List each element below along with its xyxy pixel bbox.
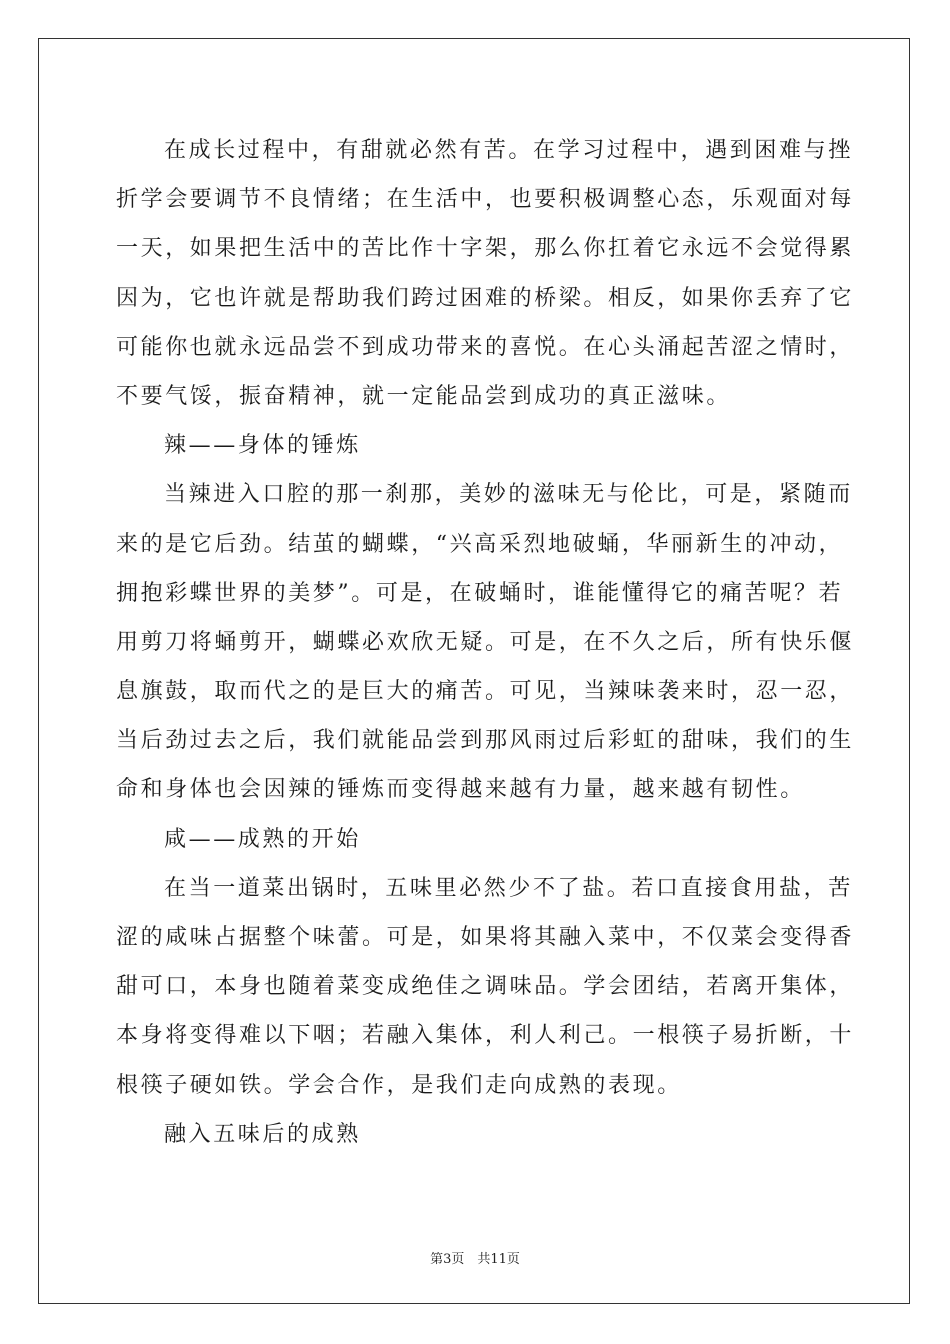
text-line: 可能你也就永远品尝不到成功带来的喜悦。在心头涌起苦涩之情时，: [116, 334, 855, 360]
text-line: 不要气馁，振奋精神，就一定能品尝到成功的真正滋味。: [116, 383, 732, 409]
page-number-footer: 第3页 共11页: [430, 1252, 520, 1267]
text-line: 当后劲过去之后，我们就能品尝到那风雨过后彩虹的甜味，我们的生: [116, 728, 855, 754]
text-line: 涩的咸味占据整个味蕾。可是，如果将其融入菜中，不仅菜会变得香: [116, 925, 855, 950]
text-line: 在成长过程中，有甜就必然有苦。在学习过程中，遇到困难与挫: [164, 138, 853, 163]
section-heading: 咸——成熟的开始: [164, 826, 361, 852]
text-line: 当辣进入口腔的那一刹那，美妙的滋味无与伦比，可是，紧随而: [164, 482, 853, 508]
section-heading: 辣——身体的锤炼: [164, 433, 361, 459]
section-heading: 融入五味后的成熟: [164, 1121, 361, 1147]
text-line: 在当一道菜出锅时，五味里必然少不了盐。若口直接食用盐，苦: [164, 875, 853, 901]
text-line: 因为，它也许就是帮助我们跨过困难的桥梁。相反，如果你丢弃了它: [116, 285, 855, 311]
text-line: 息旗鼓，取而代之的是巨大的痛苦。可见，当辣味袭来时，忍一忍，: [116, 679, 855, 705]
text-line: 来的是它后劲。结茧的蝴蝶，“兴高采烈地破蛹，华丽新生的冲动，: [116, 531, 844, 557]
text-line: 折学会要调节不良情绪；在生活中，也要积极调整心态，乐观面对每: [116, 187, 855, 213]
text-line: 本身将变得难以下咽；若融入集体，利人利己。一根筷子易折断，十: [116, 1023, 855, 1049]
text-line: 甜可口，本身也随着菜变成绝佳之调味品。学会团结，若离开集体，: [116, 974, 855, 1000]
text-line: 命和身体也会因辣的锤炼而变得越来越有力量，越来越有韧性。: [116, 777, 805, 803]
document-body: [116, 126, 855, 1159]
text-line: 根筷子硬如铁。学会合作，是我们走向成熟的表现。: [116, 1072, 682, 1098]
text-line: 用剪刀将蛹剪开，蝴蝶必欢欣无疑。可是，在不久之后，所有快乐偃: [116, 629, 855, 655]
text-line: 拥抱彩蝶世界的美梦”。可是，在破蛹时，谁能懂得它的痛苦呢？若: [116, 580, 844, 606]
text-line: 一天，如果把生活中的苦比作十字架，那么你扛着它永远不会觉得累: [116, 236, 855, 262]
